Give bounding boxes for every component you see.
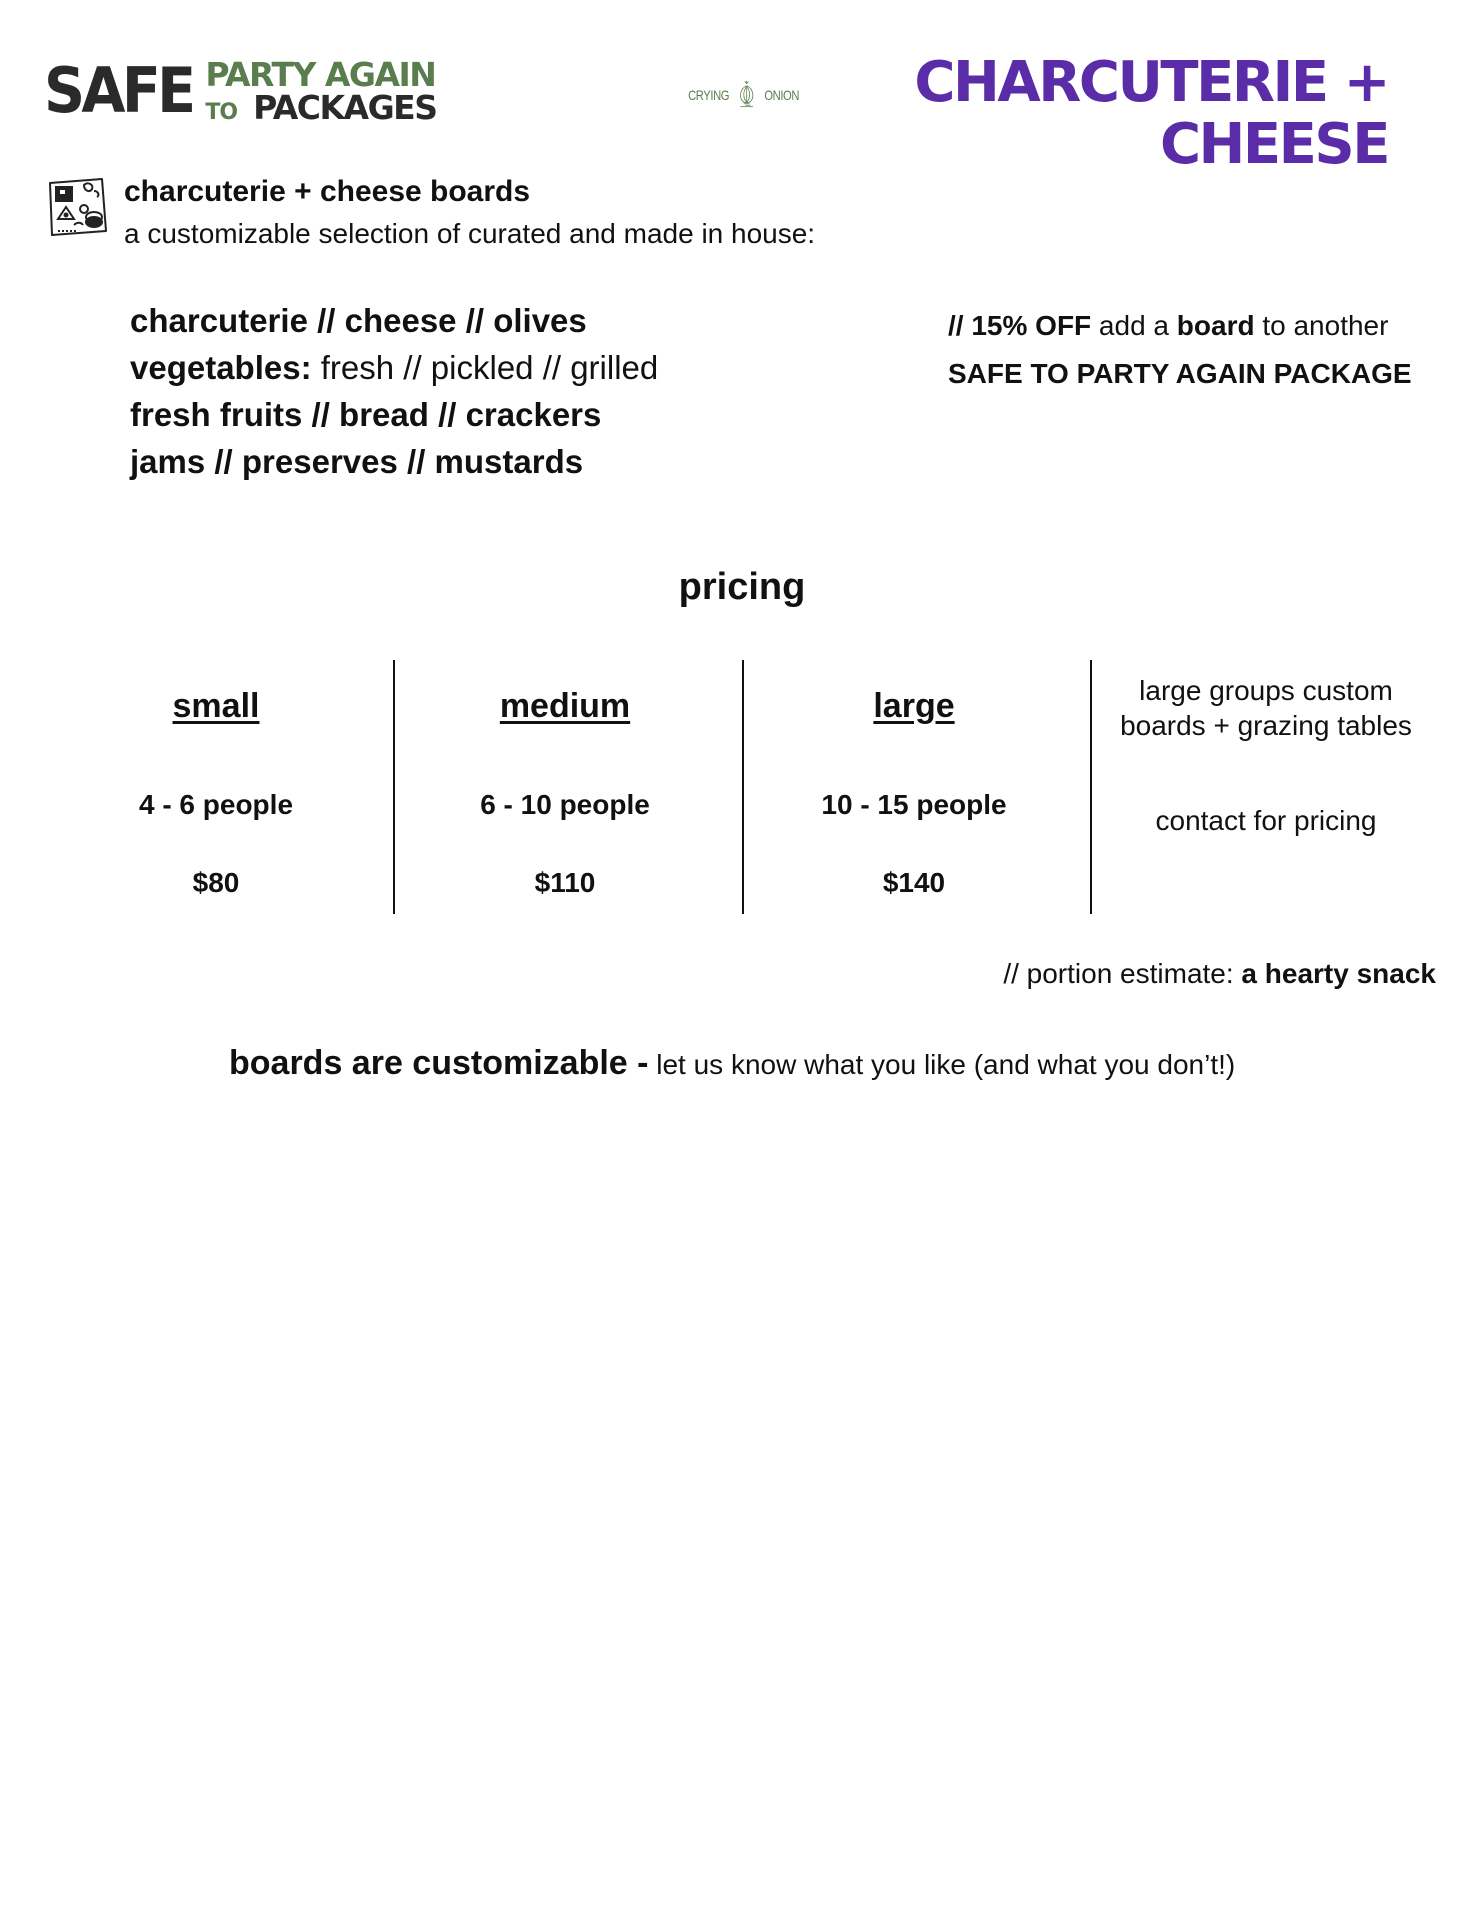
logo-text-stack	[205, 55, 437, 127]
list-item: jams // preserves // mustards	[130, 443, 584, 480]
tier-large-size: large	[873, 687, 955, 725]
tier-medium-price: $110	[534, 867, 596, 898]
tier-large-people: 10 - 15 people	[821, 789, 1007, 820]
tier-small-size: small	[172, 687, 260, 725]
intro-heading: charcuterie + cheese boards	[124, 175, 531, 208]
contact-for-pricing: contact for pricing	[1155, 805, 1377, 836]
tier-small-price: $80	[192, 867, 240, 898]
customizable-note	[229, 1044, 1235, 1083]
list-item	[130, 344, 658, 391]
tier-medium-size: medium	[499, 687, 631, 725]
customizable-bold: boards are customizable -	[229, 1044, 649, 1082]
logo-row-packages	[205, 88, 437, 127]
logo-word-safe: SAFE	[44, 54, 193, 127]
title-line-1: CHARCUTERIE +	[914, 50, 1388, 115]
custom-groups-note	[1092, 673, 1440, 743]
logo-to: TO	[205, 100, 238, 125]
portion-estimate	[1003, 958, 1436, 990]
logo-packages: PACKAGES	[253, 88, 437, 127]
title-line-2: CHEESE	[1159, 112, 1388, 177]
promo-note	[948, 302, 1412, 398]
list-item: charcuterie // cheese // olives	[130, 302, 587, 339]
customizable-rest: let us know what you like (and what you don’t!)	[648, 1049, 1236, 1080]
promo-text: add a	[1091, 310, 1177, 341]
tier-medium-people: 6 - 10 people	[480, 789, 650, 820]
logo-onion-word: ONION	[763, 87, 799, 103]
onion-icon	[736, 66, 757, 124]
logo-crying: CRYING	[688, 87, 730, 103]
list-item: fresh fruits // bread // crackers	[130, 396, 602, 433]
promo-text: to another	[1254, 310, 1389, 341]
portion-value: a hearty snack	[1241, 958, 1436, 989]
custom-line-1: large groups custom	[1139, 675, 1393, 706]
list-item-bold: vegetables:	[130, 349, 312, 386]
tier-small-people: 4 - 6 people	[138, 789, 294, 820]
pricing-heading: pricing	[678, 566, 806, 608]
promo-board: board	[1176, 310, 1255, 341]
board-contents-list	[130, 297, 658, 485]
intro-subheading: a customizable selection of curated and made in house:	[124, 218, 816, 249]
promo-line-1	[948, 302, 1412, 350]
tier-large-price: $140	[882, 867, 946, 898]
portion-prefix: // portion estimate:	[1003, 958, 1242, 989]
promo-line-2: SAFE TO PARTY AGAIN PACKAGE	[948, 358, 1412, 389]
page-title	[914, 52, 1388, 176]
crying-onion-logo	[683, 66, 803, 124]
logo-party-again: PARTY AGAIN	[205, 55, 436, 94]
cheese-board-icon	[44, 175, 112, 239]
list-item-rest: fresh // pickled // grilled	[311, 349, 659, 386]
custom-line-2: boards + grazing tables	[1120, 710, 1412, 741]
safe-to-party-again-logo	[44, 54, 437, 127]
promo-discount: // 15% OFF	[948, 310, 1092, 341]
